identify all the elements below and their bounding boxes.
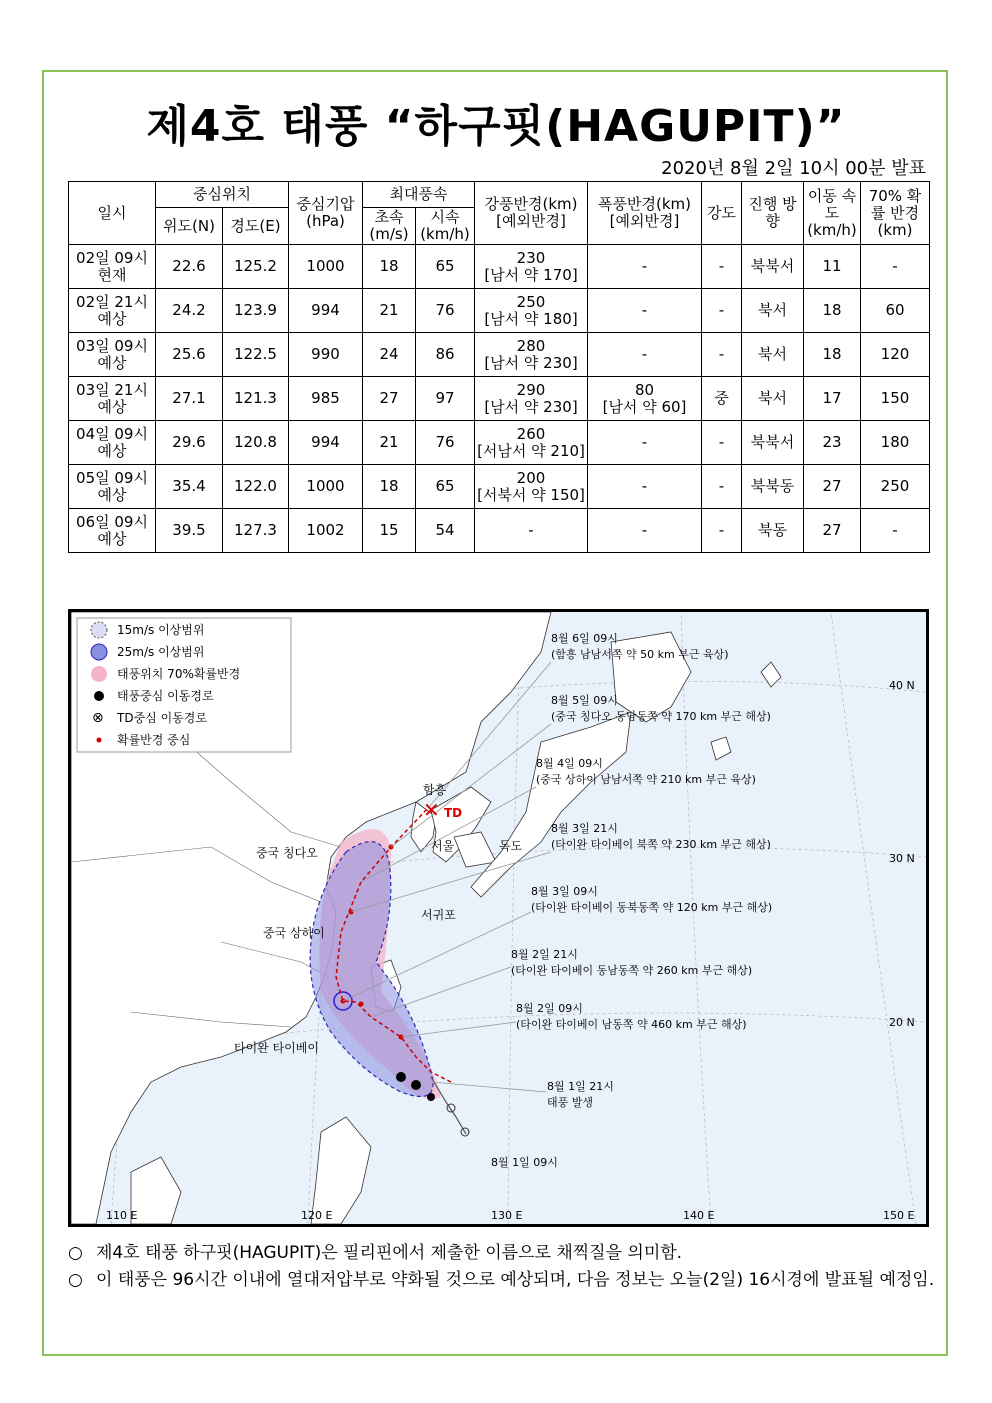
cell-lat xyxy=(156,465,223,509)
cell-strong xyxy=(475,333,588,377)
place-qingdao: 중국 칭다오 xyxy=(256,846,318,860)
cell-strong-value: 290 xyxy=(516,380,546,399)
header-direction: 진행 방향 xyxy=(742,182,804,245)
cell-pressure xyxy=(289,509,363,553)
cell-intensity xyxy=(702,377,742,421)
cell-intensity-value: - xyxy=(718,433,725,451)
cell-ms-value: 24 xyxy=(379,345,399,363)
cell-ms-value: 27 xyxy=(379,389,399,407)
cell-prob xyxy=(861,421,930,465)
cell-strong xyxy=(475,509,588,553)
cell-time-extra: 예상 xyxy=(97,309,127,328)
lon-label: 140 E xyxy=(683,1209,715,1222)
cell-prob-value: 150 xyxy=(880,389,910,407)
forecast-table xyxy=(68,181,930,553)
cell-time-value: 04일 09시 xyxy=(76,424,148,443)
cell-speed-value: 27 xyxy=(822,521,842,539)
cell-storm-value: - xyxy=(641,477,648,495)
header-datetime: 일시 xyxy=(69,182,156,245)
cell-ms-value: 18 xyxy=(379,257,399,275)
track-annotation-date: 8월 3일 21시 xyxy=(551,822,618,835)
cell-pressure xyxy=(289,333,363,377)
cell-ms-value: 21 xyxy=(379,433,399,451)
cell-prob xyxy=(861,465,930,509)
cell-pressure-value: 985 xyxy=(311,389,340,407)
cell-lat xyxy=(156,289,223,333)
header-pressure: 중심기압 (hPa) xyxy=(289,182,363,245)
cell-kmh xyxy=(416,509,475,553)
place-seogwipo: 서귀포 xyxy=(421,908,456,922)
cell-time-value: 03일 21시 xyxy=(76,380,148,399)
cell-intensity-value: - xyxy=(718,345,725,363)
cell-pressure xyxy=(289,377,363,421)
track-annotation-date: 8월 5일 09시 xyxy=(551,694,618,707)
cell-kmh xyxy=(416,465,475,509)
table-row xyxy=(69,465,930,509)
cell-pressure-value: 1000 xyxy=(306,477,345,495)
cell-pressure-value: 1000 xyxy=(306,257,345,275)
cell-ms xyxy=(363,289,416,333)
cell-lon xyxy=(223,509,289,553)
cell-lat xyxy=(156,509,223,553)
place-dokdo: 독도 xyxy=(499,839,523,853)
cell-kmh xyxy=(416,421,475,465)
cell-speed xyxy=(804,465,861,509)
cell-strong xyxy=(475,465,588,509)
cell-speed-value: 18 xyxy=(822,301,842,319)
cell-time xyxy=(69,245,156,289)
cell-kmh xyxy=(416,333,475,377)
cell-prob-value: 250 xyxy=(880,477,910,495)
cell-lon-value: 122.5 xyxy=(234,345,277,363)
header-prob: 70% 확률 반경(km) xyxy=(861,182,930,245)
cell-prob-value: 60 xyxy=(885,301,905,319)
legend-label: 25m/s 이상범위 xyxy=(117,645,205,659)
cell-ms xyxy=(363,421,416,465)
cell-lon xyxy=(223,465,289,509)
cell-dir xyxy=(742,377,804,421)
cell-lat-value: 25.6 xyxy=(172,345,206,363)
typhoon-symbol-icon xyxy=(94,691,104,701)
cell-dir xyxy=(742,333,804,377)
cell-time xyxy=(69,289,156,333)
cell-storm-value: 80 xyxy=(634,380,655,399)
cell-lon xyxy=(223,245,289,289)
cell-ms-value: 15 xyxy=(379,521,399,539)
cell-time xyxy=(69,509,156,553)
cell-pressure xyxy=(289,289,363,333)
cell-kmh-value: 65 xyxy=(435,477,455,495)
cell-lat-value: 35.4 xyxy=(172,477,206,495)
cell-prob-value: - xyxy=(892,257,898,275)
track-annotation-desc: (함흥 남남서쪽 약 50 km 부근 육상) xyxy=(551,648,729,661)
place-hamheung: 함흥 xyxy=(423,783,447,797)
cell-dir xyxy=(742,245,804,289)
lat-label: 30 N xyxy=(889,852,915,865)
cell-strong-value: 250 xyxy=(516,292,546,311)
cell-intensity-value: - xyxy=(718,301,725,319)
page-title: 제4호 태풍 “하구핏(HAGUPIT)” xyxy=(146,101,846,152)
header-speed: 이동 속도 (km/h) xyxy=(804,182,861,245)
legend-label: 15m/s 이상범위 xyxy=(117,623,205,637)
lat-label: 40 N xyxy=(889,679,915,692)
cell-prob xyxy=(861,245,930,289)
cell-speed-value: 23 xyxy=(822,433,842,451)
track-annotation-desc: (타이완 타이베이 남동쪽 약 460 km 부근 해상) xyxy=(516,1018,747,1031)
cell-time xyxy=(69,377,156,421)
lon-label: 130 E xyxy=(491,1209,523,1222)
purple-circle-icon xyxy=(91,644,107,660)
legend-box xyxy=(77,618,291,752)
header-storm-radius: 폭풍반경(km) [예외반경] xyxy=(588,182,702,245)
lon-label: 150 E xyxy=(883,1209,915,1222)
cell-ms-value: 21 xyxy=(379,301,399,319)
cell-intensity-value: 중 xyxy=(714,389,729,407)
cell-prob xyxy=(861,509,930,553)
td-marker xyxy=(423,798,440,822)
cell-lat-value: 29.6 xyxy=(172,433,206,451)
place-seoul: 서울 xyxy=(431,839,455,853)
cell-speed-value: 17 xyxy=(822,389,842,407)
cell-dir xyxy=(742,465,804,509)
place-shanghai: 중국 상하이 xyxy=(263,926,325,940)
cell-pressure xyxy=(289,421,363,465)
cell-kmh-value: 97 xyxy=(435,389,455,407)
cell-kmh-value: 76 xyxy=(435,433,455,451)
cell-lon xyxy=(223,377,289,421)
cell-lon xyxy=(223,289,289,333)
cell-storm-value: - xyxy=(641,345,648,363)
cell-speed xyxy=(804,509,861,553)
track-annotation-date: 8월 1일 21시 xyxy=(547,1080,614,1093)
cell-storm-value: - xyxy=(641,521,648,539)
cell-ms xyxy=(363,333,416,377)
cell-lon xyxy=(223,333,289,377)
cell-strong-value: - xyxy=(528,521,534,539)
cell-pressure xyxy=(289,465,363,509)
lon-label: 110 E xyxy=(106,1209,138,1222)
cell-strong-extra: [서북서 약 150] xyxy=(477,485,585,504)
cell-dir xyxy=(742,509,804,553)
cell-prob xyxy=(861,289,930,333)
header-lat: 위도(N) xyxy=(156,208,223,245)
cell-dir xyxy=(742,421,804,465)
cell-time-extra: 예상 xyxy=(97,397,127,416)
cell-dir-value: 북북서 xyxy=(750,257,795,275)
cell-storm xyxy=(588,333,702,377)
legend-label: 태풍중심 이동경로 xyxy=(117,689,214,703)
cell-time-extra: 현재 xyxy=(97,265,127,284)
cell-strong xyxy=(475,421,588,465)
cell-time-value: 02일 21시 xyxy=(76,292,148,311)
cell-lat xyxy=(156,245,223,289)
table-row xyxy=(69,377,930,421)
cell-lon xyxy=(223,421,289,465)
cell-ms xyxy=(363,465,416,509)
cell-storm xyxy=(588,289,702,333)
red-dot-icon xyxy=(97,738,102,743)
header-intensity: 강도 xyxy=(702,182,742,245)
cell-dir xyxy=(742,289,804,333)
cell-speed-value: 18 xyxy=(822,345,842,363)
cell-storm-extra: [남서 약 60] xyxy=(602,397,687,416)
cell-kmh-value: 54 xyxy=(435,521,455,539)
issued-time: 2020년 8월 2일 10시 00분 발표 xyxy=(661,158,926,179)
track-annotation-date: 8월 1일 09시 xyxy=(491,1156,558,1169)
header-maxwind: 최대풍속 xyxy=(363,182,475,208)
cell-ms xyxy=(363,245,416,289)
cell-kmh-value: 86 xyxy=(435,345,455,363)
cell-prob xyxy=(861,377,930,421)
cell-speed xyxy=(804,245,861,289)
td-x-icon: ✕ xyxy=(423,798,440,822)
cell-intensity-value: - xyxy=(718,257,725,275)
cell-lat xyxy=(156,377,223,421)
track-annotation-date: 8월 6일 09시 xyxy=(551,632,618,645)
header-center: 중심위치 xyxy=(156,182,289,208)
cell-speed xyxy=(804,421,861,465)
cell-prob-value: 120 xyxy=(880,345,910,363)
cell-speed xyxy=(804,377,861,421)
cell-strong-value: 230 xyxy=(516,248,546,267)
cell-strong-extra: [남서 약 180] xyxy=(484,309,578,328)
cell-time-value: 03일 09시 xyxy=(76,336,148,355)
cell-prob-value: - xyxy=(892,521,898,539)
cell-dir-value: 북동 xyxy=(758,521,787,539)
table-row xyxy=(69,245,930,289)
map-svg xyxy=(71,612,926,1224)
header-kmh: 시속 (km/h) xyxy=(416,208,475,245)
cell-ms xyxy=(363,509,416,553)
cell-lat xyxy=(156,421,223,465)
cell-strong xyxy=(475,289,588,333)
cell-strong-value: 260 xyxy=(516,424,546,443)
place-td: TD xyxy=(444,806,463,820)
circle-bullet-icon: ○ xyxy=(68,1243,83,1263)
cell-prob xyxy=(861,333,930,377)
cell-kmh xyxy=(416,245,475,289)
cell-pressure-value: 990 xyxy=(311,345,340,363)
cell-lat-value: 27.1 xyxy=(172,389,206,407)
place-taipei: 타이완 타이베이 xyxy=(234,1041,319,1055)
lon-label: 120 E xyxy=(301,1209,333,1222)
circled-x-icon: ⊗ xyxy=(92,710,104,726)
table-row xyxy=(69,333,930,377)
header-lon: 경도(E) xyxy=(223,208,289,245)
typhoon-track-map xyxy=(68,609,929,1227)
cell-kmh-value: 76 xyxy=(435,301,455,319)
cell-strong-extra: [남서 약 230] xyxy=(484,353,578,372)
cell-time-extra: 예상 xyxy=(97,353,127,372)
cell-time-extra: 예상 xyxy=(97,529,127,548)
cell-storm xyxy=(588,509,702,553)
cell-lon-value: 125.2 xyxy=(234,257,277,275)
cell-time-extra: 예상 xyxy=(97,485,127,504)
header-ms: 초속 (m/s) xyxy=(363,208,416,245)
track-annotation-desc: (타이완 타이베이 동남동쪽 약 260 km 부근 해상) xyxy=(511,964,753,977)
legend-label: 태풍위치 70%확률반경 xyxy=(117,667,241,681)
cell-strong xyxy=(475,377,588,421)
cell-intensity xyxy=(702,465,742,509)
cell-lat-value: 24.2 xyxy=(172,301,206,319)
cell-dir-value: 북북서 xyxy=(750,433,795,451)
cell-storm-value: - xyxy=(641,301,648,319)
cell-pressure xyxy=(289,245,363,289)
cell-kmh xyxy=(416,289,475,333)
cell-prob-value: 180 xyxy=(880,433,910,451)
cell-strong-extra: [서남서 약 210] xyxy=(477,441,585,460)
cell-pressure-value: 1002 xyxy=(306,521,345,539)
cell-ms xyxy=(363,377,416,421)
track-annotation-desc: (중국 칭다오 동남동쪽 약 170 km 부근 해상) xyxy=(551,710,771,723)
cell-time xyxy=(69,421,156,465)
cell-lon-value: 123.9 xyxy=(234,301,277,319)
note-text: 제4호 태풍 하구핏(HAGUPIT)은 필리핀에서 제출한 이름으로 채찍질을 의미함. xyxy=(96,1243,683,1263)
cell-intensity xyxy=(702,421,742,465)
cell-strong-value: 280 xyxy=(516,336,546,355)
cell-dir-value: 북북동 xyxy=(750,477,795,495)
cell-intensity-value: - xyxy=(718,477,725,495)
track-annotation-desc: (타이완 타이베이 동북동쪽 약 120 km 부근 해상) xyxy=(531,901,773,914)
header-strong-radius: 강풍반경(km) [예외반경] xyxy=(475,182,588,245)
cell-time xyxy=(69,465,156,509)
cell-storm xyxy=(588,421,702,465)
track-annotation-desc: (타이완 타이베이 북쪽 약 230 km 부근 해상) xyxy=(551,838,771,851)
track-annotation-date: 8월 2일 21시 xyxy=(511,948,578,961)
track-annotation-date: 8월 4일 09시 xyxy=(536,757,603,770)
cell-time-extra: 예상 xyxy=(97,441,127,460)
cell-strong-extra: [남서 약 230] xyxy=(484,397,578,416)
legend-label: 확률반경 중심 xyxy=(117,733,191,747)
table-row xyxy=(69,289,930,333)
cell-storm xyxy=(588,377,702,421)
cell-time-value: 02일 09시 xyxy=(76,248,148,267)
legend-label: TD중심 이동경로 xyxy=(117,711,207,725)
cell-lat xyxy=(156,333,223,377)
track-annotation-desc: (중국 상하이 남남서쪽 약 210 km 부근 육상) xyxy=(536,773,756,786)
cell-dir-value: 북서 xyxy=(758,389,787,407)
cell-lon-value: 122.0 xyxy=(234,477,277,495)
cell-dir-value: 북서 xyxy=(758,345,787,363)
note-text: 이 태풍은 96시간 이내에 열대저압부로 약화될 것으로 예상되며, 다음 정보는 오늘(2일) 16시경에 발표될 예정임. xyxy=(96,1270,935,1290)
notes xyxy=(68,1240,938,1294)
cell-storm-value: - xyxy=(641,257,648,275)
lat-label: 20 N xyxy=(889,1016,915,1029)
dashed-circle-icon xyxy=(91,622,107,638)
cell-kmh xyxy=(416,377,475,421)
cell-intensity xyxy=(702,333,742,377)
cell-time-value: 06일 09시 xyxy=(76,512,148,531)
table-row xyxy=(69,421,930,465)
track-annotation-date: 8월 3일 09시 xyxy=(531,885,598,898)
cell-intensity xyxy=(702,509,742,553)
cell-time xyxy=(69,333,156,377)
table-row xyxy=(69,509,930,553)
note-item xyxy=(68,1267,938,1294)
cell-dir-value: 북서 xyxy=(758,301,787,319)
cell-speed xyxy=(804,333,861,377)
cell-speed-value: 27 xyxy=(822,477,842,495)
cell-lat-value: 39.5 xyxy=(172,521,206,539)
cell-strong-extra: [남서 약 170] xyxy=(484,265,578,284)
cell-speed-value: 11 xyxy=(822,257,842,275)
note-item xyxy=(68,1240,938,1267)
track-annotation-date: 8월 2일 09시 xyxy=(516,1002,583,1015)
cell-intensity-value: - xyxy=(718,521,725,539)
cell-strong xyxy=(475,245,588,289)
cell-intensity xyxy=(702,245,742,289)
cell-pressure-value: 994 xyxy=(311,301,340,319)
pink-circle-icon xyxy=(91,666,107,682)
cell-intensity xyxy=(702,289,742,333)
cell-speed xyxy=(804,289,861,333)
cell-storm xyxy=(588,245,702,289)
cell-storm xyxy=(588,465,702,509)
cell-strong-value: 200 xyxy=(516,468,546,487)
cell-time-value: 05일 09시 xyxy=(76,468,148,487)
cell-lon-value: 121.3 xyxy=(234,389,277,407)
cell-ms-value: 18 xyxy=(379,477,399,495)
cell-lat-value: 22.6 xyxy=(172,257,206,275)
cell-lon-value: 120.8 xyxy=(234,433,277,451)
track-annotation-desc: 태풍 발생 xyxy=(547,1096,594,1109)
cell-kmh-value: 65 xyxy=(435,257,455,275)
cell-pressure-value: 994 xyxy=(311,433,340,451)
cell-storm-value: - xyxy=(641,433,648,451)
circle-bullet-icon: ○ xyxy=(68,1270,83,1290)
cell-lon-value: 127.3 xyxy=(234,521,277,539)
